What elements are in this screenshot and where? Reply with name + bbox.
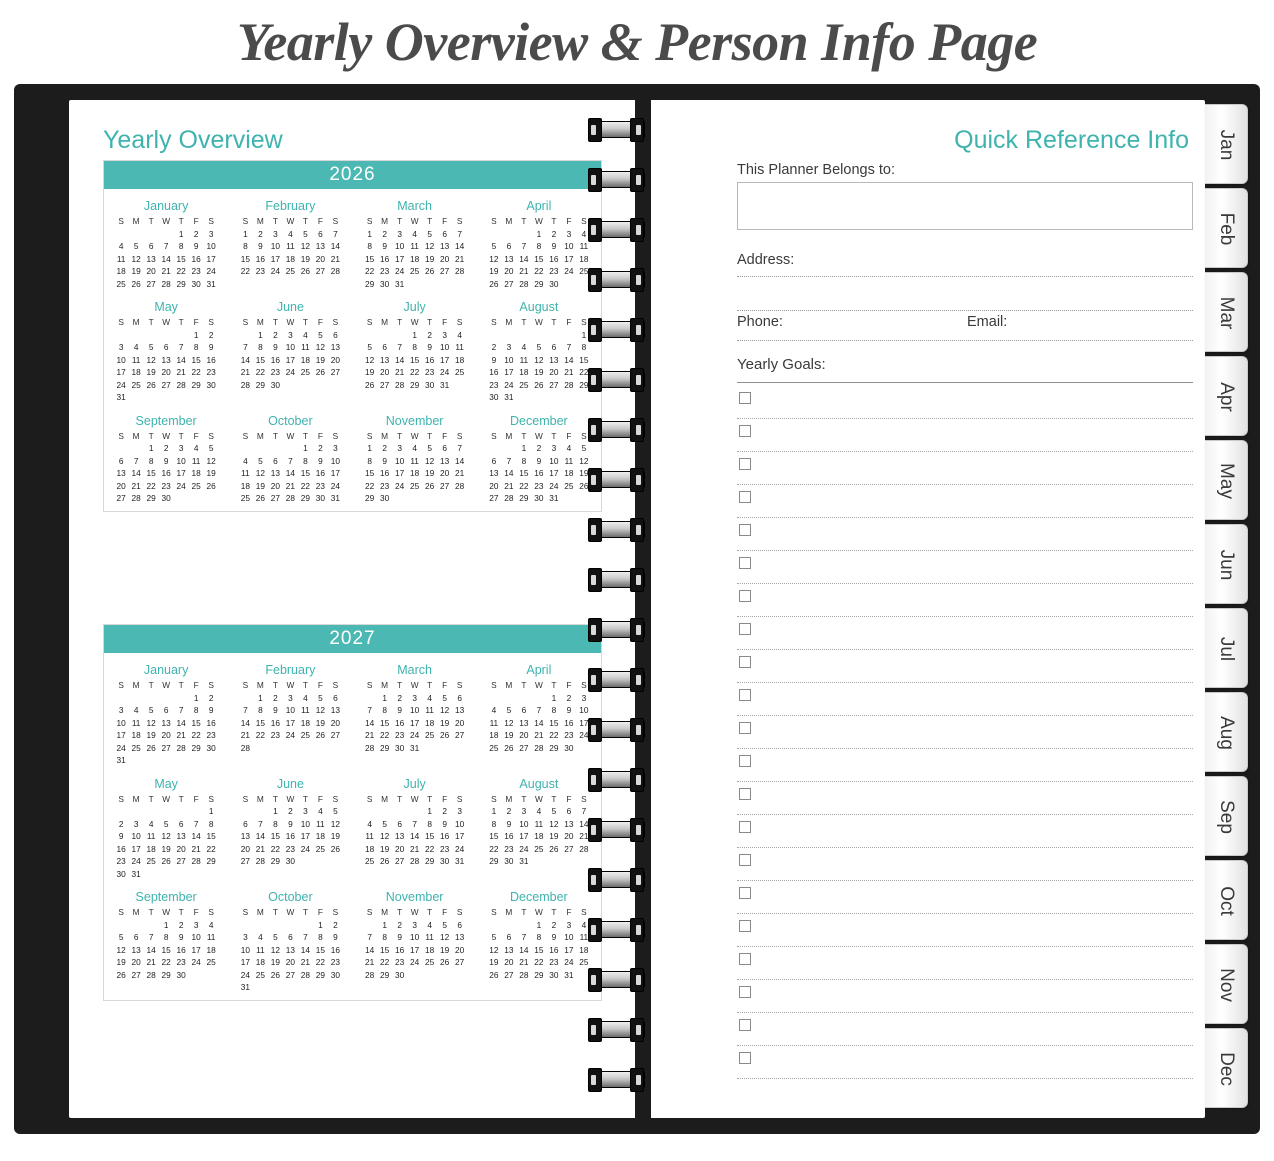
month-name: January	[143, 199, 189, 213]
month-grid: S M T W T F S 1 2 3 4 5 6 7 8 9 10 11 12 13 14 15 16 17 18 19 20 21 22 23 24 25 26 27 28 29 30	[240, 793, 340, 867]
tab-label: May	[1216, 463, 1237, 499]
tab-oct[interactable]	[1205, 860, 1248, 940]
month-grid: S M T W T F S 1 2 3 4 5 6 7 8 9 10 11 12 13 14 15 16 17 18 19 20 21 22 23 24 25 26 27 28 29 30 31	[116, 317, 216, 403]
checkbox-icon[interactable]	[739, 1019, 751, 1031]
tab-may[interactable]	[1205, 440, 1248, 520]
tab-label: Jan	[1216, 129, 1237, 161]
checkbox-icon[interactable]	[739, 425, 751, 437]
month-grid: S M T W T F S 1 2 3 4 5 6 7 8 9 10 11 12 13 14 15 16 17 18 19 20 21 22 23 24 25 26 27 28 29 30	[116, 430, 216, 504]
month-name: August	[519, 776, 559, 791]
goal-row[interactable]	[737, 386, 1193, 419]
checkbox-icon[interactable]	[739, 524, 751, 536]
month-may	[104, 773, 228, 887]
tab-jul[interactable]	[1205, 608, 1248, 688]
coil-ring	[589, 368, 643, 390]
checkbox-icon[interactable]	[739, 854, 751, 866]
month-name: October	[268, 890, 313, 904]
checkbox-icon[interactable]	[739, 590, 751, 602]
month-name: March	[397, 199, 432, 213]
month-october	[228, 886, 352, 1000]
coil-ring	[589, 1018, 643, 1040]
tab-label: Jul	[1216, 636, 1237, 662]
goal-row[interactable]	[737, 683, 1193, 716]
tab-label: Oct	[1216, 886, 1237, 916]
month-september	[104, 410, 228, 511]
month-name: September	[135, 890, 197, 904]
month-march	[353, 195, 477, 296]
month-grid: S M T W T F S 1 2 3 4 5 6 7 8 9 10 11 12 13 14 15 16 17 18 19 20 21 22 23 24 25 26 27 28 29 30	[240, 317, 340, 390]
month-september	[104, 886, 228, 1000]
tab-mar[interactable]	[1205, 272, 1248, 352]
month-grid: S M T W T F S 1 2 3 4 5 6 7 8 9 10 11 12 13 14 15 16 17 18 19 20 21 22 23 24 25 26 27 28 29 30 31	[116, 680, 216, 766]
month-grid: S M T W T F S 1 2 3 4 5 6 7 8 9 10 11 12 13 14 15 16 17 18 19 20 21 22 23 24 25 26 27 28 29 30 31	[489, 430, 589, 504]
email-label: Email:	[967, 314, 1008, 330]
month-name: December	[510, 413, 568, 428]
right-page	[651, 100, 1205, 1118]
coil-ring	[589, 818, 643, 840]
tab-label: Aug	[1216, 716, 1237, 750]
tab-label: Sep	[1216, 800, 1237, 834]
goal-row[interactable]	[737, 980, 1193, 1013]
month-grid: S M T W T F S 1 2 3 4 5 6 7 8 9 10 11 12 13 14 15 16 17 18 19 20 21 22 23 24 25 26 27 28 29 30	[489, 216, 589, 289]
checkbox-icon[interactable]	[739, 458, 751, 470]
phone-label: Phone:	[737, 314, 783, 330]
year-label: 2026	[104, 161, 601, 189]
checkbox-icon[interactable]	[739, 656, 751, 668]
goal-row[interactable]	[737, 650, 1193, 683]
planner-spread	[14, 84, 1260, 1134]
goal-row[interactable]	[737, 419, 1193, 452]
checkbox-icon[interactable]	[739, 689, 751, 701]
goal-row[interactable]	[737, 947, 1193, 980]
coil-ring	[589, 418, 643, 440]
month-grid: S M T W T F S 1 2 3 4 5 6 7 8 9 10 11 12 13 14 15 16 17 18 19 20 21 22 23 24 25 26 27 28 29 30 31	[116, 793, 216, 879]
month-march	[353, 659, 477, 773]
coil-ring	[589, 868, 643, 890]
address-line-2[interactable]	[737, 310, 1193, 311]
goal-row[interactable]	[737, 452, 1193, 485]
yearly-goals-label: Yearly Goals:	[737, 356, 826, 373]
checkbox-icon[interactable]	[739, 623, 751, 635]
yearly-goals-underline	[737, 382, 1193, 383]
month-name: November	[385, 413, 444, 428]
goal-row[interactable]	[737, 782, 1193, 815]
page-title: Yearly Overview & Person Info Page	[236, 12, 1038, 72]
address-line-1[interactable]	[737, 276, 1193, 277]
coil-ring	[589, 718, 643, 740]
month-name: June	[276, 300, 304, 314]
address-label: Address:	[737, 252, 795, 268]
tab-label: Jun	[1216, 549, 1237, 581]
month-june	[228, 296, 352, 410]
month-grid: S M T W T F S 1 2 3 4 5 6 7 8 9 10 11 12 13 14 15 16 17 18 19 20 21 22 23 24 25 26 27 28 29 30	[116, 907, 216, 980]
tab-jun[interactable]	[1205, 524, 1248, 604]
month-grid: S M T W T F S 1 2 3 4 5 6 7 8 9 10 11 12 13 14 15 16 17 18 19 20 21 22 23 24 25 26 27 28 29 30 31	[489, 907, 589, 980]
goal-row[interactable]	[737, 617, 1193, 650]
coil-ring	[589, 218, 643, 240]
month-grid: S M T W T F S 1 2 3 4 5 6 7 8 9 10 11 12 13 14 15 16 17 18 19 20 21 22 23 24 25 26 27 28 29 30 31	[365, 216, 465, 289]
year-label: 2027	[104, 625, 601, 653]
checkbox-icon[interactable]	[739, 1052, 751, 1064]
goal-row[interactable]	[737, 584, 1193, 617]
month-name: October	[268, 413, 313, 428]
month-grid: S M T W T F S 1 2 3 4 5 6 7 8 9 10 11 12 13 14 15 16 17 18 19 20 21 22 23 24 25 26 27 28 29 30	[365, 430, 465, 504]
month-grid: S M T W T F S 1 2 3 4 5 6 7 8 9 10 11 12 13 14 15 16 17 18 19 20 21 22 23 24 25 26 27 28	[240, 680, 340, 753]
month-grid: S M T W T F S 1 2 3 4 5 6 7 8 9 10 11 12 13 14 15 16 17 18 19 20 21 22 23 24 25 26 27 28 29 30	[365, 907, 465, 980]
coil-ring	[589, 618, 643, 640]
coil-ring	[589, 968, 643, 990]
goal-row[interactable]	[737, 1013, 1193, 1046]
coil-ring	[589, 118, 643, 140]
tab-sep[interactable]	[1205, 776, 1248, 856]
coil-ring	[589, 568, 643, 590]
months-grid	[104, 189, 601, 511]
coil-ring	[589, 918, 643, 940]
tab-feb[interactable]	[1205, 188, 1248, 268]
month-name: May	[154, 300, 178, 314]
tab-label: Feb	[1216, 212, 1237, 246]
goal-row[interactable]	[737, 914, 1193, 947]
belongs-to-field[interactable]	[737, 182, 1193, 230]
month-grid: S M T W T F S 1 2 3 4 5 6 7 8 9 10 11 12 13 14 15 16 17 18 19 20 21 22 23 24 25 26 27 28 29 30 31	[240, 430, 340, 504]
tab-jan[interactable]	[1205, 104, 1248, 184]
tab-label: Nov	[1216, 968, 1237, 1002]
month-name: December	[510, 890, 568, 904]
goal-row[interactable]	[737, 551, 1193, 584]
left-page	[69, 100, 635, 1118]
tab-label: Dec	[1216, 1052, 1237, 1086]
month-name: April	[526, 663, 552, 677]
checkbox-icon[interactable]	[739, 557, 751, 569]
month-january	[104, 195, 228, 296]
tab-label: Mar	[1216, 296, 1237, 330]
month-name: May	[154, 776, 178, 791]
checkbox-icon[interactable]	[739, 986, 751, 998]
coil-ring	[589, 168, 643, 190]
month-grid: S M T W T F S 1 2 3 4 5 6 7 8 9 10 11 12 13 14 15 16 17 18 19 20 21 22 23 24 25 26 27 28 29 30 31	[489, 793, 589, 867]
goal-row[interactable]	[737, 749, 1193, 782]
month-grid: S M T W T F S 1 2 3 4 5 6 7 8 9 10 11 12 13 14 15 16 17 18 19 20 21 22 23 24 25 26 27 28 29 30 31	[489, 317, 589, 403]
month-grid: S M T W T F S 1 2 3 4 5 6 7 8 9 10 11 12 13 14 15 16 17 18 19 20 21 22 23 24 25 26 27 28 29 30 31	[240, 907, 340, 993]
checkbox-icon[interactable]	[739, 392, 751, 404]
goal-row[interactable]	[737, 485, 1193, 518]
month-february	[228, 195, 352, 296]
checkbox-icon[interactable]	[739, 491, 751, 503]
goal-row[interactable]	[737, 1046, 1193, 1079]
month-name: July	[403, 776, 426, 791]
right-page-heading: Quick Reference Info	[954, 126, 1189, 154]
months-grid	[104, 653, 601, 1000]
month-january	[104, 659, 228, 773]
goal-row[interactable]	[737, 716, 1193, 749]
goal-row[interactable]	[737, 518, 1193, 551]
yearly-goals-list	[737, 386, 1193, 1079]
month-name: August	[519, 300, 559, 314]
goal-row[interactable]	[737, 848, 1193, 881]
month-june	[228, 773, 352, 887]
month-tabs	[1205, 100, 1260, 1118]
checkbox-icon[interactable]	[739, 887, 751, 899]
coil-ring	[589, 768, 643, 790]
month-name: November	[385, 890, 444, 904]
coil-ring	[589, 318, 643, 340]
month-november	[353, 410, 477, 511]
month-grid: S M T W T F S 1 2 3 4 5 6 7 8 9 10 11 12 13 14 15 16 17 18 19 20 21 22 23 24 25 26 27 28 29 30 31	[365, 680, 465, 753]
month-may	[104, 296, 228, 410]
phone-email-line[interactable]	[737, 340, 1193, 341]
month-february	[228, 659, 352, 773]
month-name: February	[265, 663, 316, 677]
left-page-heading: Yearly Overview	[103, 126, 283, 154]
month-november	[353, 886, 477, 1000]
tab-nov[interactable]	[1205, 944, 1248, 1024]
coil-ring	[589, 268, 643, 290]
spiral-coil	[580, 100, 651, 1118]
belongs-to-label: This Planner Belongs to:	[737, 162, 895, 178]
month-name: April	[526, 199, 552, 213]
month-grid: S M T W T F S 1 2 3 4 5 6 7 8 9 10 11 12 13 14 15 16 17 18 19 20 21 22 23 24 25 26 27 28	[240, 216, 340, 277]
coil-ring	[589, 518, 643, 540]
coil-ring	[589, 1068, 643, 1090]
checkbox-icon[interactable]	[739, 722, 751, 734]
tab-aug[interactable]	[1205, 692, 1248, 772]
goal-row[interactable]	[737, 815, 1193, 848]
month-grid: S M T W T F S 1 2 3 4 5 6 7 8 9 10 11 12 13 14 15 16 17 18 19 20 21 22 23 24 25 26 27 28 29 30	[489, 680, 589, 753]
checkbox-icon[interactable]	[739, 953, 751, 965]
month-grid: S M T W T F S 1 2 3 4 5 6 7 8 9 10 11 12 13 14 15 16 17 18 19 20 21 22 23 24 25 26 27 28 29 30 31	[365, 317, 465, 390]
month-name: March	[397, 663, 432, 677]
month-october	[228, 410, 352, 511]
coil-ring	[589, 468, 643, 490]
checkbox-icon[interactable]	[739, 821, 751, 833]
month-name: February	[265, 199, 316, 213]
tab-label: Apr	[1216, 382, 1237, 412]
month-july	[353, 773, 477, 887]
year-block-2026	[103, 160, 602, 512]
tab-dec[interactable]	[1205, 1028, 1248, 1108]
month-grid: S M T W T F S 1 2 3 4 5 6 7 8 9 10 11 12 13 14 15 16 17 18 19 20 21 22 23 24 25 26 27 28 29 30 31	[365, 793, 465, 867]
year-block-2027	[103, 624, 602, 1001]
goal-row[interactable]	[737, 881, 1193, 914]
coil-ring	[589, 668, 643, 690]
month-name: July	[403, 300, 426, 314]
tab-apr[interactable]	[1205, 356, 1248, 436]
month-name: June	[276, 776, 304, 791]
checkbox-icon[interactable]	[739, 755, 751, 767]
checkbox-icon[interactable]	[739, 920, 751, 932]
month-july	[353, 296, 477, 410]
checkbox-icon[interactable]	[739, 788, 751, 800]
month-name: September	[135, 413, 197, 428]
month-grid: S M T W T F S 1 2 3 4 5 6 7 8 9 10 11 12 13 14 15 16 17 18 19 20 21 22 23 24 25 26 27 28 29 30 31	[116, 216, 216, 289]
month-name: January	[143, 663, 189, 677]
